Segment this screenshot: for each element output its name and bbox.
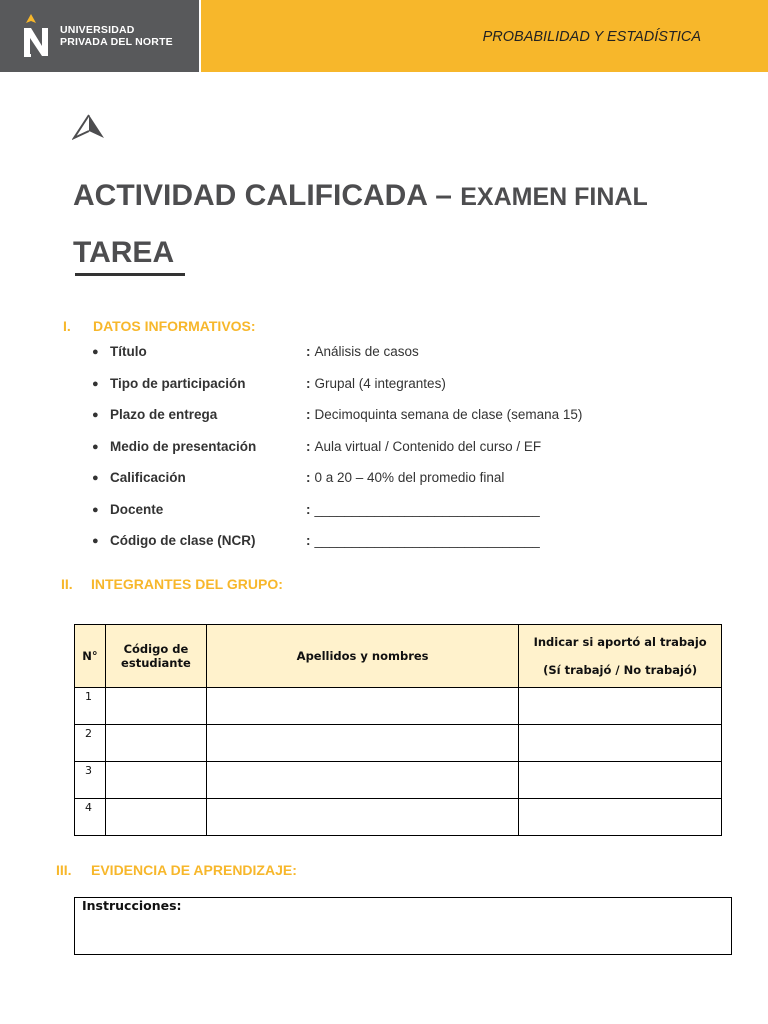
row-number: 3: [75, 762, 106, 799]
title-part-2: EXAMEN FINAL: [460, 183, 648, 211]
row-number: 2: [75, 725, 106, 762]
info-item-codigo-clase: [92, 532, 582, 564]
bullet-icon: ●: [92, 409, 99, 421]
full-name-cell[interactable]: [206, 725, 518, 762]
section-label: INTEGRANTES DEL GRUPO:: [91, 576, 283, 592]
info-label: Plazo de entrega: [110, 407, 218, 422]
full-name-cell[interactable]: [206, 762, 518, 799]
contribution-cell[interactable]: [519, 799, 722, 836]
info-label: Tipo de participación: [110, 375, 246, 391]
section-number: II.: [61, 576, 73, 592]
section-evidencia: [56, 862, 297, 878]
logo-line-2: PRIVADA DEL NORTE: [60, 36, 173, 48]
student-code-cell[interactable]: [105, 799, 206, 836]
bullet-icon: ●: [92, 440, 99, 453]
arrow-icon: [72, 113, 106, 141]
info-value-text: Grupal (4 integrantes): [314, 375, 446, 391]
student-code-cell[interactable]: [105, 762, 206, 799]
info-value-text: Decimoquinta semana de clase (semana 15): [314, 407, 583, 422]
university-logo: [0, 0, 199, 72]
ncr-blank-field[interactable]: ______________________________: [314, 533, 540, 548]
table-row: [75, 725, 722, 762]
table-row: [75, 799, 722, 836]
header-contribution-line-2: (Sí trabajó / No trabajó): [543, 663, 698, 677]
title-underline: [75, 273, 185, 276]
bullet-icon: ●: [92, 346, 99, 358]
title-part-3: TAREA: [73, 236, 175, 269]
row-number: 1: [75, 688, 106, 725]
contribution-cell[interactable]: [519, 762, 722, 799]
info-value: : Aula virtual / Contenido del curso / EF: [306, 438, 542, 454]
info-item-titulo: [92, 343, 582, 375]
section-label: EVIDENCIA DE APRENDIZAJE:: [91, 862, 297, 878]
section-number: I.: [63, 318, 71, 334]
table-row: [75, 688, 722, 725]
info-value: : Análisis de casos: [306, 344, 419, 359]
course-banner: [201, 0, 768, 72]
instructions-label: Instrucciones:: [82, 898, 182, 913]
bullet-icon: ●: [92, 535, 99, 547]
info-label: Docente: [110, 501, 164, 517]
full-name-cell[interactable]: [206, 799, 518, 836]
header-contribution-line-1: Indicar si aportó al trabajo: [533, 635, 707, 649]
header-student-code: Código de estudiante: [105, 625, 206, 688]
bullet-icon: ●: [92, 472, 99, 484]
header-contribution: [519, 625, 722, 688]
section-integrantes: [61, 576, 283, 592]
student-code-cell[interactable]: [105, 725, 206, 762]
info-value: : 0 a 20 – 40% del promedio final: [306, 470, 505, 485]
info-value: : ______________________________: [306, 501, 540, 517]
header-num: N°: [75, 625, 106, 688]
info-list: [92, 343, 582, 564]
logo-line-1: UNIVERSIDAD: [60, 24, 135, 36]
info-value: : ______________________________: [306, 533, 540, 548]
contribution-cell[interactable]: [519, 725, 722, 762]
section-datos-informativos: [63, 318, 256, 334]
info-item-tipo-participacion: [92, 375, 582, 407]
contribution-cell[interactable]: [519, 688, 722, 725]
course-title: PROBABILIDAD Y ESTADÍSTICA: [482, 29, 701, 45]
student-code-cell[interactable]: [105, 688, 206, 725]
info-label: Medio de presentación: [110, 438, 257, 454]
info-label: Calificación: [110, 470, 186, 485]
info-value-text: Análisis de casos: [314, 344, 419, 359]
section-number: III.: [56, 862, 72, 878]
info-item-calificacion: [92, 469, 582, 501]
university-n-logo-icon: [22, 14, 52, 58]
info-value-text: Aula virtual / Contenido del curso / EF: [314, 438, 542, 454]
university-name: [60, 24, 173, 48]
header-full-name: Apellidos y nombres: [206, 625, 518, 688]
info-item-docente: [92, 501, 582, 533]
info-label: Código de clase (NCR): [110, 533, 256, 548]
bullet-icon: ●: [92, 503, 99, 516]
info-item-plazo-entrega: [92, 406, 582, 438]
info-label: Título: [110, 344, 147, 359]
docente-blank-field[interactable]: ______________________________: [314, 501, 540, 517]
instructions-box[interactable]: [74, 897, 732, 955]
title-part-1: ACTIVIDAD CALIFICADA –: [73, 179, 461, 212]
bullet-icon: ●: [92, 377, 99, 390]
table-header-row: [75, 625, 722, 688]
full-name-cell[interactable]: [206, 688, 518, 725]
section-label: DATOS INFORMATIVOS:: [93, 318, 256, 334]
info-value: : Decimoquinta semana de clase (semana 15): [306, 407, 583, 422]
members-table: [74, 624, 722, 836]
row-number: 4: [75, 799, 106, 836]
page-header: [0, 0, 768, 72]
info-item-medio-presentacion: [92, 438, 582, 470]
page-title: [73, 170, 733, 279]
table-row: [75, 762, 722, 799]
info-value-text: 0 a 20 – 40% del promedio final: [314, 470, 505, 485]
info-value: : Grupal (4 integrantes): [306, 375, 446, 391]
